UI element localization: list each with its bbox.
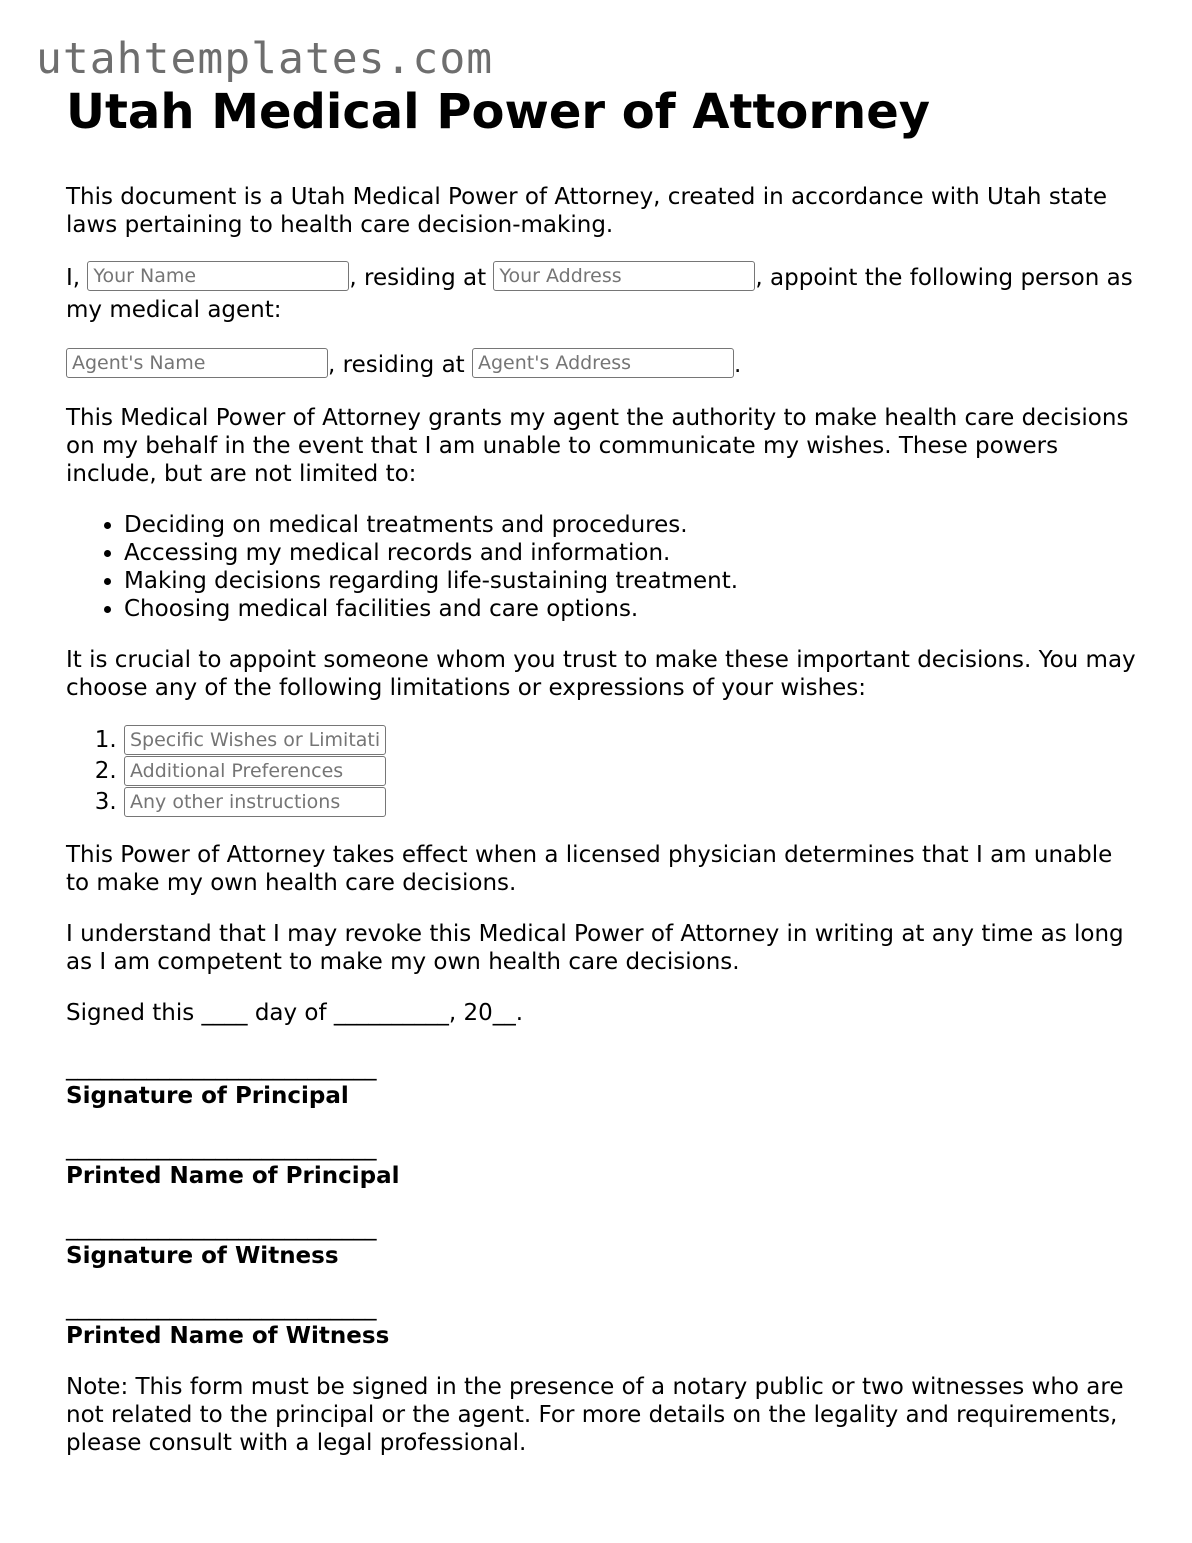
signature-label: Printed Name of Witness [66,1323,390,1349]
agent-address-input[interactable] [472,348,734,378]
principal-suffix: , appoint the following person as my medical agent: [66,265,1133,323]
principal-residing-text: , residing at [349,265,494,291]
signature-label: Signature of Witness [66,1243,339,1269]
power-item: • Deciding on medical treatments and procedures. [124,511,1136,539]
principal-name-input[interactable] [87,261,349,291]
principal-paragraph [66,262,1136,326]
agent-residing-text: , residing at [328,352,472,378]
specific-wishes-input[interactable] [124,725,386,755]
additional-preferences-input[interactable] [124,756,386,786]
signature-line: ___________________________ [66,1135,377,1161]
limitations-intro-paragraph: It is crucial to appoint someone whom you trust to make these important decisions. You may choose any of the following limitations or expressions of your wishes: [66,647,1136,701]
intro-paragraph: This document is a Utah Medical Power of Attorney, created in accordance with Utah state laws pertaining to health care decision-making. [66,184,1108,238]
principal-address-input[interactable] [493,261,755,291]
limitations-list [66,725,1136,818]
signature-principal-block [66,1053,1136,1109]
powers-intro-paragraph: This Medical Power of Attorney grants my agent the authority to make health care decisions on my behalf in the event that I am unable to communicate my wishes. These powers include, but are not limited to: [66,405,1129,487]
printed-name-witness-block [66,1293,1136,1349]
signed-date-line: Signed this ____ day of __________, 20__. [66,1000,524,1026]
note-paragraph: Note: This form must be signed in the presence of a notary public or two witnesses who are not related to the principal or the agent. For more details on the legality and requirements, please consult with a legal professional. [66,1374,1124,1456]
document-body [66,82,1136,1480]
other-instructions-input[interactable] [124,787,386,817]
signature-line: ___________________________ [66,1215,377,1241]
limitation-item [124,756,1136,787]
power-item: • Making decisions regarding life-sustaining treatment. [124,567,1136,595]
page-title: Utah Medical Power of Attorney [66,84,931,140]
signature-line: ___________________________ [66,1055,377,1081]
agent-suffix: . [734,352,742,378]
printed-name-principal-block [66,1133,1136,1189]
signature-label: Printed Name of Principal [66,1163,400,1189]
agent-name-input[interactable] [66,348,328,378]
revoke-paragraph: I understand that I may revoke this Medical Power of Attorney in writing at any time as long as I am competent to make my own health care decisions. [66,921,1124,975]
site-watermark: utahtemplates.com [36,34,494,84]
signature-witness-block [66,1213,1136,1269]
power-item: • Choosing medical facilities and care options. [124,595,1136,623]
principal-prefix: I, [66,265,88,291]
powers-list [66,511,1136,623]
effect-paragraph: This Power of Attorney takes effect when a licensed physician determines that I am unable to make my own health care decisions. [66,842,1113,896]
limitation-item [124,787,1136,818]
power-item: • Accessing my medical records and information. [124,539,1136,567]
limitation-item [124,725,1136,756]
signature-line: ___________________________ [66,1295,377,1321]
agent-paragraph [66,349,1136,381]
signature-label: Signature of Principal [66,1083,349,1109]
